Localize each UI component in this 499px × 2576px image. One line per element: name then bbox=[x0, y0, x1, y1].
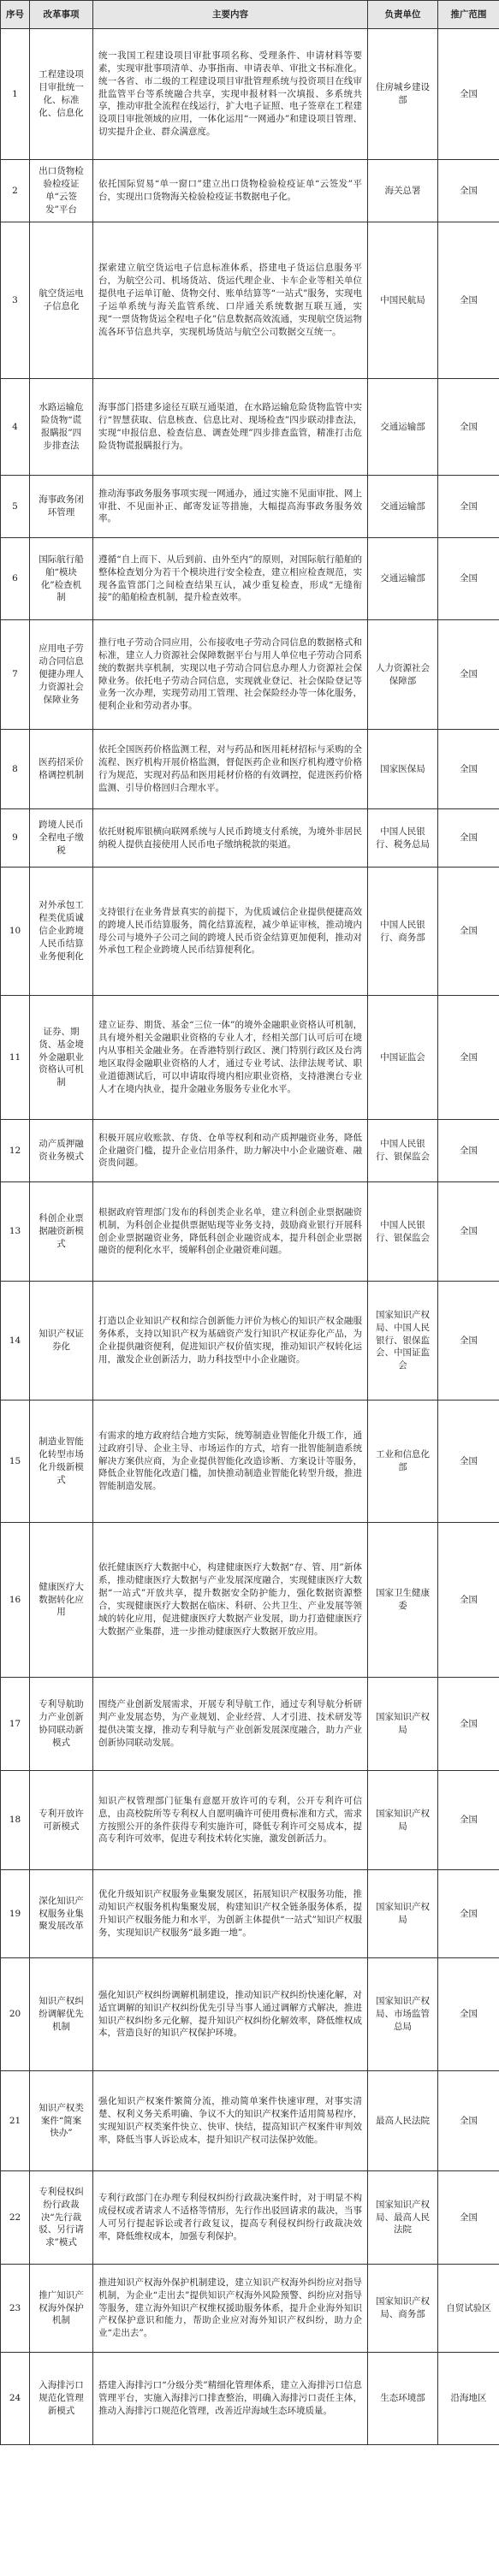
responsible-unit: 生态环境部 bbox=[368, 2353, 438, 2445]
reform-item: 专利导航助力产业创新协同联动新模式 bbox=[30, 1678, 93, 1771]
main-content: 强化知识产权纠纷调解机制建设，推动知识产权纠纷快速化解，对适宜调解的知识产权纠纷优先引导当事人通过调解方式解决，推进知识产权纠纷多元化解，提升知识产权纠纷化解效率，降低维权成本，营造良好的知识产权保护环境。 bbox=[93, 1958, 368, 2071]
responsible-unit: 国家知识产权局 bbox=[368, 1678, 438, 1771]
main-content: 知识产权管理部门征集有意愿开放许可的专利，公开专利许可信息，由高校院所等专利权人自愿明确许可使用费标准和方式，需求方按照公开的条件获得专利实施许可，降低专利许可交易成本，提高专利许可效率，促进专利技术转化实施，激发创新活力。 bbox=[93, 1771, 368, 1870]
promotion-scope: 全国 bbox=[438, 476, 499, 538]
promotion-scope: 全国 bbox=[438, 1958, 499, 2071]
responsible-unit: 国家医保局 bbox=[368, 730, 438, 809]
reform-item: 动产质押融资业务模式 bbox=[30, 1120, 93, 1182]
responsible-unit: 国家知识产权局、最高人民法院 bbox=[368, 2171, 438, 2265]
responsible-unit: 工业和信息化部 bbox=[368, 1401, 438, 1523]
row-number: 14 bbox=[1, 1282, 30, 1401]
main-content: 遵循“自上而下、从后到前、由外至内”的原则，对国际航行船舶的整体检查划分为若干个模块进行安全检查，建立相应检查规范，实现各监管部门之间检查结果互认，减少重复检查，形成“无缝衔接”的船舶检查机制，提升检查效率。 bbox=[93, 538, 368, 620]
promotion-scope: 全国 bbox=[438, 1182, 499, 1282]
table-row bbox=[1, 868, 499, 996]
header-item: 改革事项 bbox=[30, 1, 93, 29]
row-number: 7 bbox=[1, 620, 30, 730]
main-content: 推动海事政务服务事项实现一网通办，通过实施不见面审批、网上审批、不见面补正、邮寄发证等措施，大幅提高海事政务服务效率。 bbox=[93, 476, 368, 538]
main-content: 推行电子劳动合同应用，公布接收电子劳动合同信息的数据格式和标准，建立人力资源社会保障数据平台与用人单位电子劳动合同系统的数据共享机制，实现以电子劳动合同信息办理人力资源社会保障业务。依托电子劳动合同信息，实现就业登记、社会保险登记等业务一次办理，实现劳动用工管理、社会保险经办等一体化服务，便利企业和劳动者办事。 bbox=[93, 620, 368, 730]
row-number: 20 bbox=[1, 1958, 30, 2071]
promotion-scope: 全国 bbox=[438, 29, 499, 160]
promotion-scope: 沿海地区 bbox=[438, 2353, 499, 2445]
responsible-unit: 交通运输部 bbox=[368, 476, 438, 538]
responsible-unit: 中国人民银行、银保监会 bbox=[368, 1120, 438, 1182]
row-number: 12 bbox=[1, 1120, 30, 1182]
reform-item: 入海排污口规范化管理新模式 bbox=[30, 2353, 93, 2445]
main-content: 推进知识产权海外保护机制建设，建立知识产权海外纠纷应对指导机制，为企业“走出去”提供知识产权海外风险预警、纠纷应对指导等服务，建立海外知识产权维权援助服务体系，提升企业海外知识产权保护意识和能力，帮助企业应对海外知识产权纠纷，助力企业“走出去”。 bbox=[93, 2265, 368, 2353]
row-number: 8 bbox=[1, 730, 30, 809]
row-number: 22 bbox=[1, 2171, 30, 2265]
table-row bbox=[1, 1958, 499, 2071]
row-number: 18 bbox=[1, 1771, 30, 1870]
main-content: 依托健康医疗大数据中心，构建健康医疗大数据“存、管、用”新体系，推动健康医疗大数据与产业发展深度融合，实现健康医疗大数据“一站式”开放共享，提升数据安全防护能力，强化数据资源整合，实现健康医疗大数据在临床、科研、公共卫生、产业发展等领域的转化应用，促进健康医疗大数据产业发展，助力打造健康医疗大数据产业集群，进一步推动健康医疗大数据开放应用。 bbox=[93, 1523, 368, 1678]
promotion-scope: 全国 bbox=[438, 730, 499, 809]
reform-item: 知识产权类案件“简案快办” bbox=[30, 2071, 93, 2171]
main-content: 有需求的地方政府结合地方实际，统筹制造业智能化升级工作，通过政府引导、企业主导、市场运作的方式，培育一批智能制造系统解决方案供应商，为企业提供智能化改造诊断、方案设计等服务，降低企业智能化改造门槛，加快推动制造业智能化转型升级，推进智能制造发展。 bbox=[93, 1401, 368, 1523]
table-row bbox=[1, 1771, 499, 1870]
responsible-unit: 住房城乡建设部 bbox=[368, 29, 438, 160]
table-row bbox=[1, 476, 499, 538]
promotion-scope: 全国 bbox=[438, 809, 499, 868]
row-number: 21 bbox=[1, 2071, 30, 2171]
reform-item: 知识产权纠纷调解优先机制 bbox=[30, 1958, 93, 2071]
table-body bbox=[1, 29, 499, 2445]
responsible-unit: 中国证监会 bbox=[368, 996, 438, 1120]
row-number: 2 bbox=[1, 160, 30, 222]
table-row bbox=[1, 1523, 499, 1678]
responsible-unit: 人力资源社会保障部 bbox=[368, 620, 438, 730]
table-row bbox=[1, 2265, 499, 2353]
main-content: 积极开展应收账款、存货、仓单等权利和动产质押融资业务，降低企业融资门槛，提升企业信用条件，助力解决中小企业融资难、融资贵问题。 bbox=[93, 1120, 368, 1182]
reform-item: 专利侵权纠纷行政裁决“先行裁驳、另行请求”模式 bbox=[30, 2171, 93, 2265]
main-content: 探索建立航空货运电子信息标准体系，搭建电子货运信息服务平台，为航空公司、机场货站、货运代理企业、卡车企业等相关单位提供电子运单订舱、货物交付、账单结算等“一站式”服务，实现电子运单系统与海关监管系统、口岸通关系统数据互联互通，实现“一票货物货运全程电子化”信息数据高效流通，实现航空货运物流各环节信息共享，实现机场货站与航空公司数据交互统一。 bbox=[93, 222, 368, 379]
row-number: 23 bbox=[1, 2265, 30, 2353]
table-row bbox=[1, 1870, 499, 1958]
table-row bbox=[1, 379, 499, 476]
promotion-scope: 全国 bbox=[438, 222, 499, 379]
reform-item: 制造业智能化转型市场化升级新模式 bbox=[30, 1401, 93, 1523]
promotion-scope: 全国 bbox=[438, 1120, 499, 1182]
reform-item: 航空货运电子信息化 bbox=[30, 222, 93, 379]
row-number: 24 bbox=[1, 2353, 30, 2445]
promotion-scope: 全国 bbox=[438, 1282, 499, 1401]
reform-item: 专利开放许可新模式 bbox=[30, 1771, 93, 1870]
table-row bbox=[1, 809, 499, 868]
header-content: 主要内容 bbox=[93, 1, 368, 29]
promotion-scope: 全国 bbox=[438, 160, 499, 222]
main-content: 支持银行在业务背景真实的前提下，为优质诚信企业提供便捷高效的跨境人民币结算服务，简化结算流程，减少单证审核，推动境内母公司与境外子公司之间的跨境人民币资金结算更加便利，推动对外承包工程企业跨境人民币结算便利化。 bbox=[93, 868, 368, 996]
table-row bbox=[1, 2171, 499, 2265]
main-content: 优化升级知识产权服务业集聚发展区，拓展知识产权服务功能，推动知识产权服务机构集聚发展，构建知识产权全链条服务体系，提升知识产权服务能力和水平，为创新主体提供“一站式”知识产权服务，实现知识产权服务“最多跑一地”。 bbox=[93, 1870, 368, 1958]
main-content: 依托财税库银横向联网系统与人民币跨境支付系统，为境外非居民纳税人提供直接使用人民币电子缴纳税款的渠道。 bbox=[93, 809, 368, 868]
row-number: 3 bbox=[1, 222, 30, 379]
responsible-unit: 国家知识产权局、市场监管总局 bbox=[368, 1958, 438, 2071]
responsible-unit: 国家知识产权局、中国人民银行、银保监会、中国证监会 bbox=[368, 1282, 438, 1401]
reform-item: 水路运输危险货物“谎报瞒报”四步排查法 bbox=[30, 379, 93, 476]
responsible-unit: 国家卫生健康委 bbox=[368, 1523, 438, 1678]
table-row bbox=[1, 29, 499, 160]
reform-item: 海事政务闭环管理 bbox=[30, 476, 93, 538]
main-content: 打造以企业知识产权和综合创新能力评价为核心的知识产权金融服务体系，支持以知识产权为基础资产发行知识产权证券化产品，为企业提供融资便利，促进知识产权价值实现，推动知识产权转化运用，激发企业创新活力，助力科技型中小企业融资。 bbox=[93, 1282, 368, 1401]
table-row bbox=[1, 1120, 499, 1182]
responsible-unit: 国家知识产权局 bbox=[368, 1870, 438, 1958]
reform-item: 医药招采价格调控机制 bbox=[30, 730, 93, 809]
reform-item: 推广知识产权海外保护机制 bbox=[30, 2265, 93, 2353]
row-number: 6 bbox=[1, 538, 30, 620]
header-row bbox=[1, 1, 499, 29]
header-unit: 负责单位 bbox=[368, 1, 438, 29]
responsible-unit: 国家知识产权局 bbox=[368, 1771, 438, 1870]
responsible-unit: 海关总署 bbox=[368, 160, 438, 222]
promotion-scope: 自贸试验区 bbox=[438, 2265, 499, 2353]
header-scope: 推广范围 bbox=[438, 1, 499, 29]
reform-item: 应用电子劳动合同信息便捷办理人力资源社会保障业务 bbox=[30, 620, 93, 730]
promotion-scope: 全国 bbox=[438, 2071, 499, 2171]
main-content: 围绕产业创新发展需求，开展专利导航工作，通过专利导航分析研判产业发展态势，为产业规划、企业经营、人才引进、技术研发等提供决策支撑，推动专利导航与产业创新发展深度融合，助力产业创新协同联动发展。 bbox=[93, 1678, 368, 1771]
promotion-scope: 全国 bbox=[438, 1771, 499, 1870]
row-number: 16 bbox=[1, 1523, 30, 1678]
reform-item: 工程建设项目审批统一化、标准化、信息化 bbox=[30, 29, 93, 160]
promotion-scope: 全国 bbox=[438, 1401, 499, 1523]
table-row bbox=[1, 222, 499, 379]
main-content: 海事部门搭建多途径互联互通渠道，在水路运输危险货物监管中实行“智慧获取、信息核查、信息比对、现场检查”四步联动排查法，实现“申报信息、检查信息、调查处理”四步排查监管，精准打击危险货物谎报瞒报行为。 bbox=[93, 379, 368, 476]
responsible-unit: 中国人民银行、税务总局 bbox=[368, 809, 438, 868]
reform-item: 科创企业票据融资新模式 bbox=[30, 1182, 93, 1282]
main-content: 根据政府管理部门发布的科创类企业名单，建立科创企业票据融资机制，为科创企业提供票据贴现等业务支持，鼓励商业银行开展科创企业票据融资业务，降低科创企业融资成本，提升科创企业票据融资的便利化水平，缓解科创企业融资难问题。 bbox=[93, 1182, 368, 1282]
table-row bbox=[1, 1282, 499, 1401]
promotion-scope: 全国 bbox=[438, 868, 499, 996]
reform-item: 知识产权证券化 bbox=[30, 1282, 93, 1401]
main-content: 强化知识产权案件繁简分流，推动简单案件快速审理，对事实清楚、权利义务关系明确、争议不大的知识产权案件适用简易程序，实现知识产权类案件快立、快审、快结，提高知识产权案件审判效率，降低当事人诉讼成本，提升知识产权司法保护效能。 bbox=[93, 2071, 368, 2171]
row-number: 13 bbox=[1, 1182, 30, 1282]
promotion-scope: 全国 bbox=[438, 620, 499, 730]
promotion-scope: 全国 bbox=[438, 2171, 499, 2265]
promotion-scope: 全国 bbox=[438, 379, 499, 476]
table-row bbox=[1, 2353, 499, 2445]
table-row bbox=[1, 538, 499, 620]
reform-item: 证券、期货、基金境外金融职业资格认可机制 bbox=[30, 996, 93, 1120]
row-number: 19 bbox=[1, 1870, 30, 1958]
responsible-unit: 中国人民银行、商务部 bbox=[368, 868, 438, 996]
table-row bbox=[1, 2071, 499, 2171]
reform-item: 健康医疗大数据转化应用 bbox=[30, 1523, 93, 1678]
main-content: 建立证券、期货、基金“三位一体”的境外金融职业资格认可机制，具有境外相关金融职业资格的专业人才，经相关部门认可后可在境内从事相关金融业务。在香港特别行政区、澳门特别行政区及台湾地区取得金融职业资格的人才，通过专业考试、法律法规考试、职业道德测试后，可以申请取得境内相应职业资格，支持港澳台专业人才在境内执业，提升金融业务服务专业化水平。 bbox=[93, 996, 368, 1120]
reform-item: 对外承包工程类优质诚信企业跨境人民币结算业务便利化 bbox=[30, 868, 93, 996]
reform-item: 国际航行船舶“模块化”检查机制 bbox=[30, 538, 93, 620]
table-row bbox=[1, 1678, 499, 1771]
responsible-unit: 国家知识产权局、商务部 bbox=[368, 2265, 438, 2353]
main-content: 依托国际贸易“单一窗口”建立出口货物检验检疫证单“云签发”平台，实现出口货物海关检验检疫证书数据电子化。 bbox=[93, 160, 368, 222]
responsible-unit: 最高人民法院 bbox=[368, 2071, 438, 2171]
row-number: 4 bbox=[1, 379, 30, 476]
row-number: 17 bbox=[1, 1678, 30, 1771]
reform-item: 出口货物检验检疫证单“云签发”平台 bbox=[30, 160, 93, 222]
table-row bbox=[1, 620, 499, 730]
row-number: 5 bbox=[1, 476, 30, 538]
promotion-scope: 全国 bbox=[438, 1523, 499, 1678]
main-content: 统一我国工程建设项目审批事项名称、受理条件、申请材料等要素，实现审批事项清单、办事指南、申请表单、审批文书标准化。统一各省、市二级的工程建设项目审批管理系统与投资项目在线审批监管平台等系统融合共享，实现申报材料一次填报、多系统共享，推动审批全流程在线运行，扩大电子证照、电子签章在工程建设项目审批领域的应用，一体化运用“一网通办”和建设项目管理、切实提升企业、群众满意度。 bbox=[93, 29, 368, 160]
responsible-unit: 中国民航局 bbox=[368, 222, 438, 379]
header-no: 序号 bbox=[1, 1, 30, 29]
promotion-scope: 全国 bbox=[438, 1678, 499, 1771]
main-content: 依托全国医药价格监测工程，对与药品和医用耗材招标与采购的全流程、医疗机构开展价格监测，督促医药企业和医疗机构遵守价格行为规范，实现对药品和医用耗材价格的有效调控，促进医药价格监测、引导价格回归合理水平。 bbox=[93, 730, 368, 809]
row-number: 10 bbox=[1, 868, 30, 996]
table-row bbox=[1, 730, 499, 809]
main-content: 搭建入海排污口“分级分类”精细化管理体系，建立入海排污口信息管理平台，实施入海排污口排查整治，明确入海排污口责任主体，推动入海排污口规范化管理，改善近岸海域生态环境质量。 bbox=[93, 2353, 368, 2445]
promotion-scope: 全国 bbox=[438, 538, 499, 620]
reform-item: 深化知识产权服务业集聚发展改革 bbox=[30, 1870, 93, 1958]
table-row bbox=[1, 996, 499, 1120]
row-number: 11 bbox=[1, 996, 30, 1120]
responsible-unit: 中国人民银行、银保监会 bbox=[368, 1182, 438, 1282]
table-row bbox=[1, 160, 499, 222]
promotion-scope: 全国 bbox=[438, 996, 499, 1120]
table-row bbox=[1, 1401, 499, 1523]
table-row bbox=[1, 1182, 499, 1282]
responsible-unit: 交通运输部 bbox=[368, 379, 438, 476]
row-number: 1 bbox=[1, 29, 30, 160]
promotion-scope: 全国 bbox=[438, 1870, 499, 1958]
main-content: 专利行政部门在办理专利侵权纠纷行政裁决案件时，对于明显不构成侵权或者请求人不适格等情形，先行作出驳回请求的裁决，当事人可另行提起诉讼或者行政复议，提高专利侵权纠纷行政裁决效率，降低维权成本，加强专利保护。 bbox=[93, 2171, 368, 2265]
responsible-unit: 交通运输部 bbox=[368, 538, 438, 620]
row-number: 15 bbox=[1, 1401, 30, 1523]
reform-item: 跨境人民币全程电子缴税 bbox=[30, 809, 93, 868]
row-number: 9 bbox=[1, 809, 30, 868]
